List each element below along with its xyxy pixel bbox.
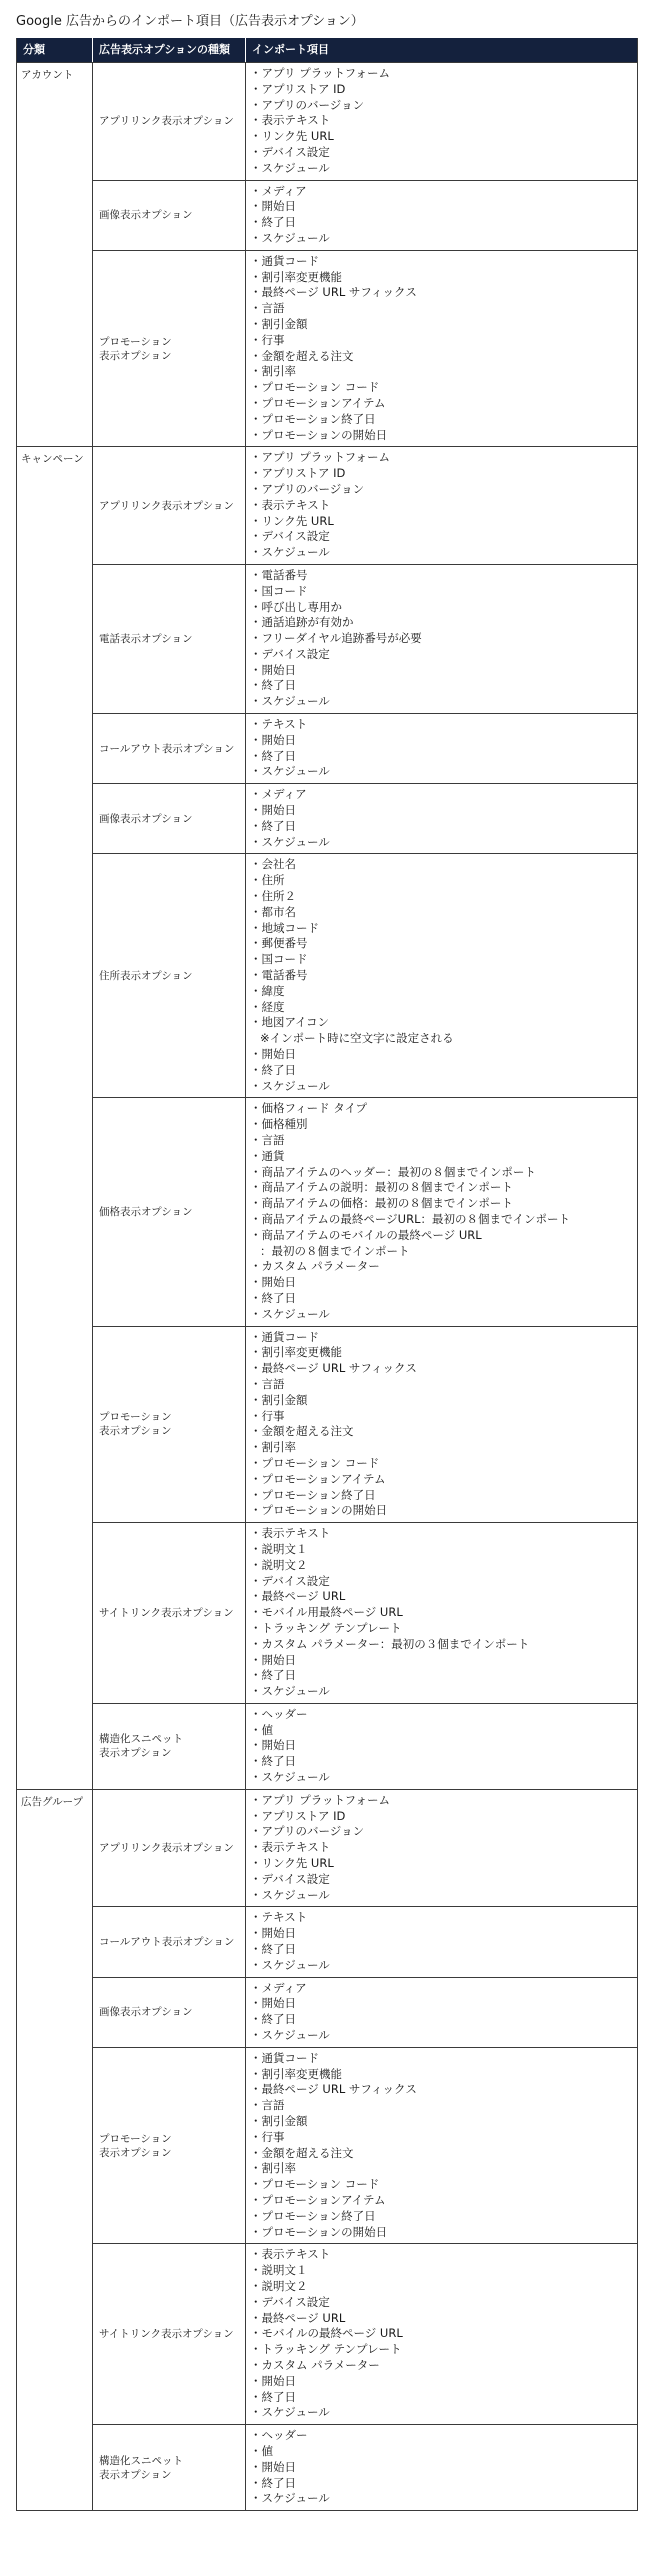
import-item: ・プロモーションアイテム	[250, 2193, 386, 2207]
option-type-cell: 構造化スニペット 表示オプション	[93, 2424, 246, 2510]
import-item: ・金額を超える注文	[250, 348, 354, 363]
import-items-table	[16, 38, 638, 2511]
import-item: ・デバイス設定	[250, 529, 330, 544]
import-item: ・アプリ プラットフォーム	[250, 66, 391, 80]
import-item: ・地図アイコン	[250, 1015, 330, 1030]
import-item: ・割引率	[250, 364, 296, 379]
import-item: ・デバイス設定	[250, 144, 330, 159]
import-item: ・開始日	[250, 803, 296, 818]
import-item: ・テキスト	[250, 717, 308, 732]
import-item: ・スケジュール	[250, 1770, 330, 1785]
option-type-cell: 構造化スニペット 表示オプション	[93, 1703, 246, 1789]
import-item: ・最終ページ URL サフィックス	[250, 2082, 417, 2097]
import-item: ・説明文２	[250, 1557, 308, 1572]
option-type-cell: コールアウト表示オプション	[93, 1906, 246, 1976]
import-item: ・最終ページ URL	[250, 2310, 346, 2325]
import-item: ・開始日	[250, 199, 296, 214]
import-item: ・カスタム パラメーター	[250, 1259, 380, 1274]
import-items-list	[250, 1981, 631, 2044]
import-item: ※インポート時に空文字に設定される	[260, 1031, 454, 1046]
import-item: ・アプリ プラットフォーム	[250, 450, 391, 465]
import-item: ・スケジュール	[250, 2028, 330, 2043]
import-items-cell	[246, 446, 638, 564]
import-item: ・終了日	[250, 1062, 296, 1077]
import-item: ・住所	[250, 873, 285, 888]
import-item: ・開始日	[250, 1926, 296, 1941]
import-items-list	[250, 2428, 631, 2507]
import-item: ・アプリ プラットフォーム	[250, 1792, 391, 1807]
import-item: ・表示テキスト	[250, 2247, 331, 2262]
option-type-cell: 電話表示オプション	[93, 564, 246, 713]
import-item: ・終了日	[250, 2012, 296, 2027]
import-items-cell	[246, 783, 638, 853]
option-type-cell: 画像表示オプション	[93, 783, 246, 853]
option-type-cell: 画像表示オプション	[93, 180, 246, 250]
import-item: ・開始日	[250, 662, 296, 677]
import-items-list	[250, 66, 631, 177]
option-type-cell: プロモーション 表示オプション	[93, 250, 246, 447]
import-item: ・地域コード	[250, 920, 319, 935]
import-items-cell	[246, 853, 638, 1097]
import-item: ・プロモーション コード	[250, 2177, 380, 2192]
import-item: ・表示テキスト	[250, 113, 331, 128]
import-item: ・通貨コード	[250, 2050, 319, 2065]
import-item: ・終了日	[250, 2475, 296, 2490]
import-item: ・リンク先 URL	[250, 1856, 334, 1871]
import-item: ・プロモーションの開始日	[250, 1503, 388, 1518]
import-item: ・行事	[250, 1408, 285, 1423]
import-item: ・電話番号	[250, 567, 308, 582]
import-items-cell	[246, 2243, 638, 2424]
import-item: ・スケジュール	[250, 1306, 330, 1321]
import-items-list	[250, 1101, 631, 1322]
import-item: ・行事	[250, 332, 285, 347]
import-item: ・スケジュール	[250, 160, 330, 175]
import-item: ・スケジュール	[250, 2491, 330, 2506]
import-item: ・開始日	[250, 1652, 296, 1667]
header-category: 分類	[17, 38, 93, 62]
import-item: ・割引率変更機能	[250, 269, 342, 284]
import-items-cell	[246, 713, 638, 783]
import-item: ・値	[250, 1722, 273, 1737]
import-item: ・価格種別	[250, 1117, 308, 1132]
import-item: ・カスタム パラメーター：最初の３個までインポート	[250, 1636, 530, 1651]
import-item: ・アプリのバージョン	[250, 97, 365, 112]
import-item: ・言語	[250, 1376, 285, 1391]
import-items-cell	[246, 564, 638, 713]
option-type-cell: アプリリンク表示オプション	[93, 446, 246, 564]
import-items-list	[250, 450, 631, 561]
import-item: ・スケジュール	[250, 834, 330, 849]
import-items-list	[250, 1526, 631, 1700]
option-type-cell: プロモーション 表示オプション	[93, 1326, 246, 1523]
import-item: ・プロモーションの開始日	[250, 2224, 388, 2239]
import-item: ・スケジュール	[250, 694, 330, 709]
import-items-cell	[246, 62, 638, 180]
import-item: ・スケジュール	[250, 1684, 330, 1699]
import-items-list	[250, 254, 631, 444]
import-items-list	[250, 1793, 631, 1904]
import-item: ・電話番号	[250, 968, 308, 983]
import-item: ・行事	[250, 2129, 285, 2144]
import-items-cell	[246, 1789, 638, 1907]
import-item: ・通貨コード	[250, 253, 319, 268]
import-item: ・デバイス設定	[250, 1871, 330, 1886]
import-item: ・割引率	[250, 1440, 296, 1455]
import-item: ・ヘッダー	[250, 2428, 308, 2443]
import-item: ・最終ページ URL サフィックス	[250, 1361, 417, 1376]
import-items-cell	[246, 250, 638, 447]
header-option-type: 広告表示オプションの種類	[93, 38, 246, 62]
import-items-list	[250, 1707, 631, 1786]
import-item: ・テキスト	[250, 1910, 308, 1925]
import-item: ・商品アイテムの説明：最初の８個までインポート	[250, 1180, 513, 1195]
import-item: ・スケジュール	[250, 1078, 330, 1093]
import-item: ・プロモーション終了日	[250, 1487, 376, 1502]
import-items-list	[250, 2051, 631, 2241]
import-item: ・緯度	[250, 983, 285, 998]
import-item: ・開始日	[250, 2459, 296, 2474]
import-item: ・トラッキング テンプレート	[250, 2342, 402, 2357]
import-items-list	[250, 1330, 631, 1520]
category-cell: 広告グループ	[17, 1789, 93, 2510]
import-item: ・割引金額	[250, 2114, 308, 2129]
import-item: ・スケジュール	[250, 2405, 330, 2420]
import-item: ・リンク先 URL	[250, 129, 334, 144]
import-item: ・アプリのバージョン	[250, 481, 365, 496]
import-item: ・表示テキスト	[250, 497, 331, 512]
import-items-cell	[246, 2047, 638, 2244]
import-item: ・プロモーションアイテム	[250, 1471, 386, 1486]
import-item: ・スケジュール	[250, 1887, 330, 1902]
import-items-cell	[246, 1906, 638, 1976]
import-item: ・終了日	[250, 1754, 296, 1769]
import-item: ・開始日	[250, 1275, 296, 1290]
import-item: ・割引金額	[250, 1392, 308, 1407]
page-title: Google 広告からのインポート項目（広告表示オプション）	[16, 14, 364, 29]
option-type-cell: サイトリンク表示オプション	[93, 2243, 246, 2424]
import-items-list	[250, 2247, 631, 2421]
option-type-cell: アプリリンク表示オプション	[93, 1789, 246, 1907]
import-items-cell	[246, 1977, 638, 2047]
option-type-cell: 価格表示オプション	[93, 1097, 246, 1325]
import-item: ・経度	[250, 999, 285, 1014]
import-items-list	[250, 1910, 631, 1973]
import-item: ・メディア	[250, 787, 307, 802]
import-item: ・メディア	[250, 183, 307, 198]
header-import-items: インポート項目	[246, 38, 638, 62]
import-item: ・言語	[250, 1133, 285, 1147]
import-item: ・説明文２	[250, 2278, 308, 2293]
option-type-cell: 画像表示オプション	[93, 1977, 246, 2047]
import-item: ・通貨	[250, 1148, 285, 1163]
import-item: ・終了日	[250, 215, 296, 230]
import-item: ・プロモーションの開始日	[250, 427, 388, 442]
import-item: ・プロモーション コード	[250, 380, 380, 395]
import-item: ・アプリストア ID	[250, 81, 346, 96]
import-item: ・終了日	[250, 1668, 296, 1683]
import-item: ・呼び出し専用か	[250, 599, 342, 614]
import-items-cell	[246, 1097, 638, 1325]
import-item: ・開始日	[250, 1047, 296, 1062]
import-item: ・開始日	[250, 732, 296, 747]
import-item: ・価格フィード タイプ	[250, 1101, 368, 1116]
import-item: ・都市名	[250, 904, 296, 919]
import-item: ・最終ページ URL サフィックス	[250, 285, 417, 300]
import-item: ・スケジュール	[250, 764, 330, 779]
import-item: ・言語	[250, 2098, 285, 2113]
import-item: ・割引金額	[250, 316, 308, 331]
import-item: ・商品アイテムのヘッダー：最初の８個までインポート	[250, 1164, 536, 1179]
import-item: ・説明文１	[250, 2263, 308, 2278]
import-item: ・アプリストア ID	[250, 1808, 346, 1823]
option-type-cell: アプリリンク表示オプション	[93, 62, 246, 180]
import-item: ・表示テキスト	[250, 1840, 331, 1855]
import-item: ・フリーダイヤル追跡番号が必要	[250, 631, 422, 646]
import-item: ・割引率変更機能	[250, 2066, 342, 2081]
import-item: ・デバイス設定	[250, 646, 330, 661]
import-item: ・表示テキスト	[250, 1526, 331, 1541]
import-items-cell	[246, 1326, 638, 1523]
import-item: ・開始日	[250, 1996, 296, 2011]
import-items-cell	[246, 1703, 638, 1789]
import-items-list	[250, 787, 631, 850]
import-items-cell	[246, 180, 638, 250]
import-item: ・終了日	[250, 748, 296, 763]
import-item: ・最終ページ URL	[250, 1589, 346, 1604]
option-type-cell: プロモーション 表示オプション	[93, 2047, 246, 2244]
import-item: ・終了日	[250, 678, 296, 693]
category-cell: キャンペーン	[17, 446, 93, 1789]
import-item: ・ヘッダー	[250, 1706, 308, 1721]
import-item: ・デバイス設定	[250, 2294, 330, 2309]
import-item: ・プロモーション終了日	[250, 411, 376, 426]
import-item: ・トラッキング テンプレート	[250, 1620, 402, 1635]
import-item: ・プロモーション終了日	[250, 2208, 376, 2223]
option-type-cell: サイトリンク表示オプション	[93, 1522, 246, 1703]
import-item: ・モバイルの最終ページ URL	[250, 2326, 403, 2341]
import-items-list	[250, 857, 631, 1094]
import-item: ・開始日	[250, 2373, 296, 2388]
import-item: ・通貨コード	[250, 1329, 319, 1344]
import-item: ・値	[250, 2443, 273, 2458]
import-item: ・終了日	[250, 2389, 296, 2404]
import-item: ・郵便番号	[250, 936, 308, 951]
import-item: ・スケジュール	[250, 230, 330, 245]
import-item: ・メディア	[250, 1980, 307, 1995]
import-item: ・割引率変更機能	[250, 1345, 342, 1360]
import-item: ・会社名	[250, 857, 296, 872]
import-item: ・言語	[250, 301, 285, 316]
category-cell: アカウント	[17, 62, 93, 446]
import-item: ・終了日	[250, 1290, 296, 1305]
import-item: ・スケジュール	[250, 1957, 330, 1972]
import-item: ・金額を超える注文	[250, 1424, 354, 1439]
import-item: ・リンク先 URL	[250, 513, 334, 528]
import-item: ・アプリストア ID	[250, 466, 346, 481]
import-item: ・商品アイテムのモバイルの最終ページ URL	[250, 1227, 482, 1242]
import-item: ・商品アイテムの価格：最初の８個までインポート	[250, 1196, 513, 1211]
import-item: ・金額を超える注文	[250, 2145, 354, 2160]
import-items-cell	[246, 2424, 638, 2510]
import-item: ・アプリのバージョン	[250, 1824, 365, 1839]
import-item: ・割引率	[250, 2161, 296, 2176]
import-item: ・スケジュール	[250, 545, 330, 560]
import-items-list	[250, 184, 631, 247]
option-type-cell: 住所表示オプション	[93, 853, 246, 1097]
import-item: ・プロモーションアイテム	[250, 395, 386, 410]
import-item: ・説明文１	[250, 1541, 308, 1556]
import-item: ・国コード	[250, 583, 308, 598]
import-item: ・住所２	[250, 889, 296, 904]
import-items-list	[250, 568, 631, 710]
import-item: ・モバイル用最終ページ URL	[250, 1605, 403, 1620]
import-item: ・商品アイテムの最終ページURL：最初の８個までインポート	[250, 1211, 570, 1226]
import-item: ・デバイス設定	[250, 1573, 330, 1588]
import-item: ・終了日	[250, 818, 296, 833]
import-items-cell	[246, 1522, 638, 1703]
import-item: ：最初の８個までインポート	[260, 1243, 410, 1258]
import-item: ・通話追跡が有効か	[250, 615, 354, 630]
import-item: ・終了日	[250, 1942, 296, 1957]
import-items-list	[250, 717, 631, 780]
import-item: ・開始日	[250, 1738, 296, 1753]
import-item: ・国コード	[250, 952, 308, 967]
import-item: ・カスタム パラメーター	[250, 2357, 380, 2372]
option-type-cell: コールアウト表示オプション	[93, 713, 246, 783]
import-item: ・プロモーション コード	[250, 1455, 380, 1470]
